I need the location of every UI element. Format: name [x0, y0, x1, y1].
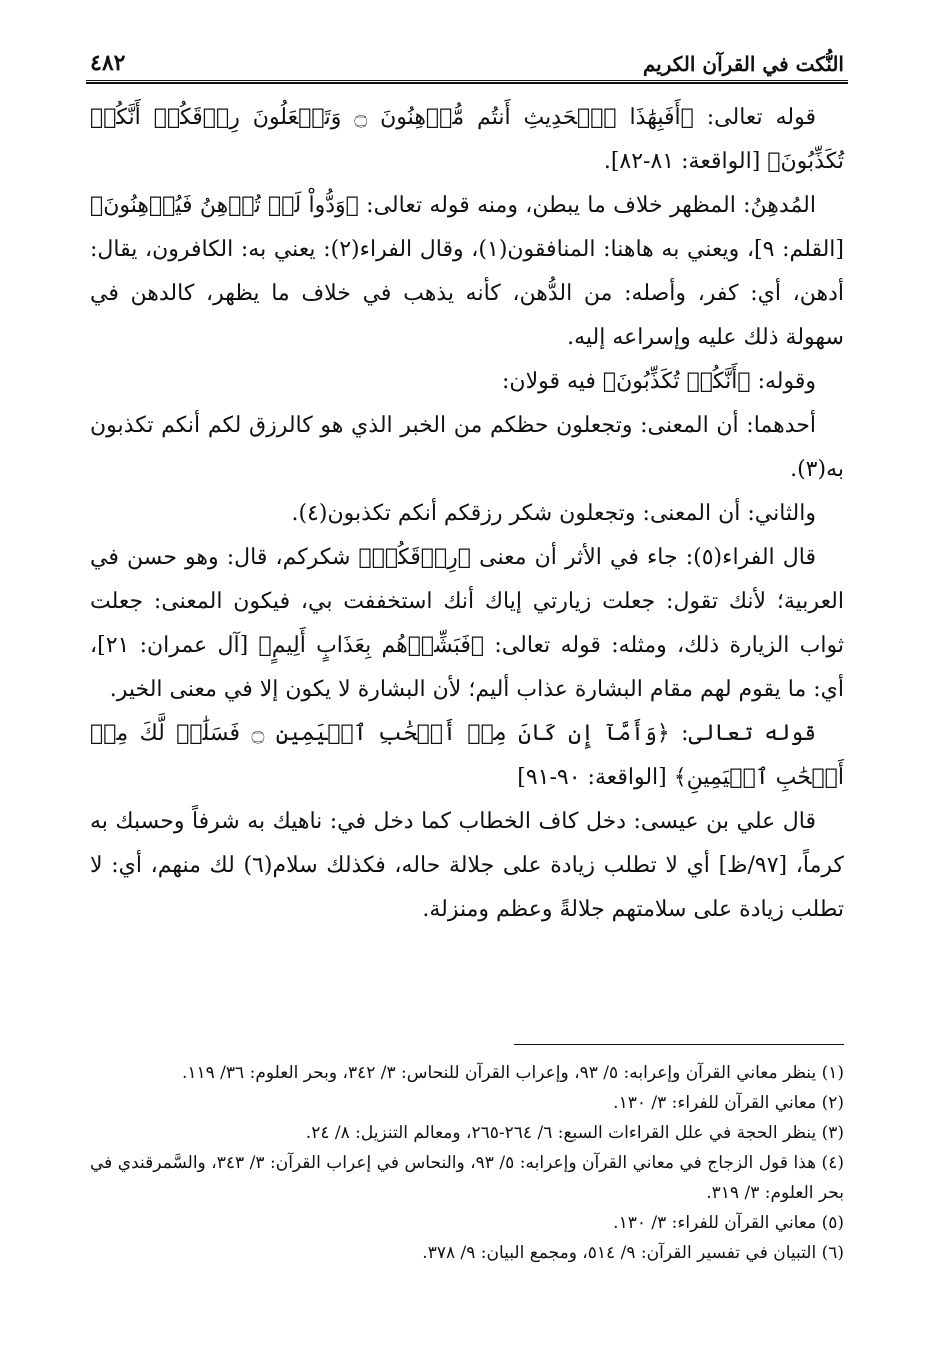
page-number: ٤٨٢ [90, 50, 126, 76]
footnote-divider [514, 1044, 844, 1045]
paragraph-farra: قال الفراء(٥): جاء في الأثر أن معنى ﴿رِزۡقَكُمۡ﴾ شكركم، قال: وهو حسن في العربية؛ لأنك تقول: جعلت زيارتي إياك أنك استخففت بي، فيكون المعنى: جعلت ثواب الزيارة ذلك، ومثله: قوله تعالى: ﴿فَبَشِّرۡهُم بِعَذَابٍ أَلِيمٍ﴾ [آل عمران: ٢١]، أي: ما يقوم لهم مقام البشارة عذاب أليم؛ لأن البشارة لا يكون إلا في معنى الخير. [90, 545, 844, 702]
paragraph-first-opinion: أحدهما: أن المعنى: وتجعلون حظكم من الخبر الذي هو كالرزق لكم أنكم تكذبون به(٣). [90, 413, 844, 482]
footnote-6: (٦) التبيان في تفسير القرآن: ٩/ ٥١٤، ومجمع البيان: ٩/ ٣٧٨. [422, 1243, 844, 1263]
running-header [90, 40, 844, 76]
footnote-2: (٢) معاني القرآن للفراء: ٣/ ١٣٠. [613, 1093, 844, 1113]
paragraph-ali-ibn-isa: قال علي بن عيسى: دخل كاف الخطاب كما دخل في: ناهيك به شرفاً وحسبك به كرماً، [٩٧/ظ] أي لا تطلب زيادة على جلالة حاله، فكذلك سلام(٦) لك منهم، أي: لا تطلب زيادة على سلامتهم جلالةً وعظم ومنزلة. [90, 809, 844, 922]
paragraph-two-opinions: وقوله: ﴿أَنَّكُمۡ تُكَذِّبُونَ﴾ فيه قولان: [502, 369, 816, 394]
footnotes [90, 1058, 844, 1268]
paragraph-mudhin: المُدهِنُ: المظهر خلاف ما يبطن، ومنه قوله تعالى: ﴿وَدُّواْ لَوۡ تُدۡهِنُ فَيُدۡهِنُونَ﴾ [القلم: ٩]، ويعني به هاهنا: المنافقون(١)، وقال الفراء(٢): يعني به: الكافرون، يقال: أدهن، أي: كفر، وأصله: من الدُّهن، كأنه يذهب في خلاف ما يظهر، كالدهن في سهولة ذلك عليه وإسراعه إليه. [90, 193, 845, 350]
main-text [90, 96, 844, 932]
paragraph-verse-90-91: قوله تعالى: ﴿وَأَمَّآ إِن كَانَ مِنۡ أَصۡحَٰبِ ٱلۡيَمِينِ ۝ فَسَلَٰمٞ لَّكَ مِنۡ أَصۡحَٰبِ ٱلۡيَمِينِ﴾ [الواقعة: ٩٠-٩١] [90, 721, 844, 790]
paragraph-verse-81-82: قوله تعالى: ﴿أَفَبِهَٰذَا ٱلۡحَدِيثِ أَنتُم مُّدۡهِنُونَ ۝ وَتَجۡعَلُونَ رِزۡقَكُمۡ أَنَّكُمۡ تُكَذِّبُونَ﴾ [الواقعة: ٨١-٨٢]. [90, 105, 844, 174]
footnote-1: (١) ينظر معاني القرآن وإعرابه: ٥/ ٩٣، وإعراب القرآن للنحاس: ٣/ ٣٤٢، وبحر العلوم: ٣٦/ ١١٩. [181, 1063, 844, 1083]
footnote-4: (٤) هذا قول الزجاج في معاني القرآن وإعرابه: ٥/ ٩٣، والنحاس في إعراب القرآن: ٣/ ٣٤٣، والسَّمرقندي في بحر العلوم: ٣/ ٣١٩. [90, 1153, 844, 1203]
header-divider [86, 80, 848, 84]
paragraph-second-opinion: والثاني: أن المعنى: وتجعلون شكر رزقكم أنكم تكذبون(٤). [291, 501, 816, 526]
footnote-3: (٣) ينظر الحجة في علل القراءات السبع: ٦/ ٢٦٤-٢٦٥، ومعالم التنزيل: ٨/ ٢٤. [305, 1123, 844, 1143]
footnote-5: (٥) معاني القرآن للفراء: ٣/ ١٣٠. [613, 1213, 844, 1233]
running-title: النُّكت في القرآن الكريم [642, 52, 844, 76]
